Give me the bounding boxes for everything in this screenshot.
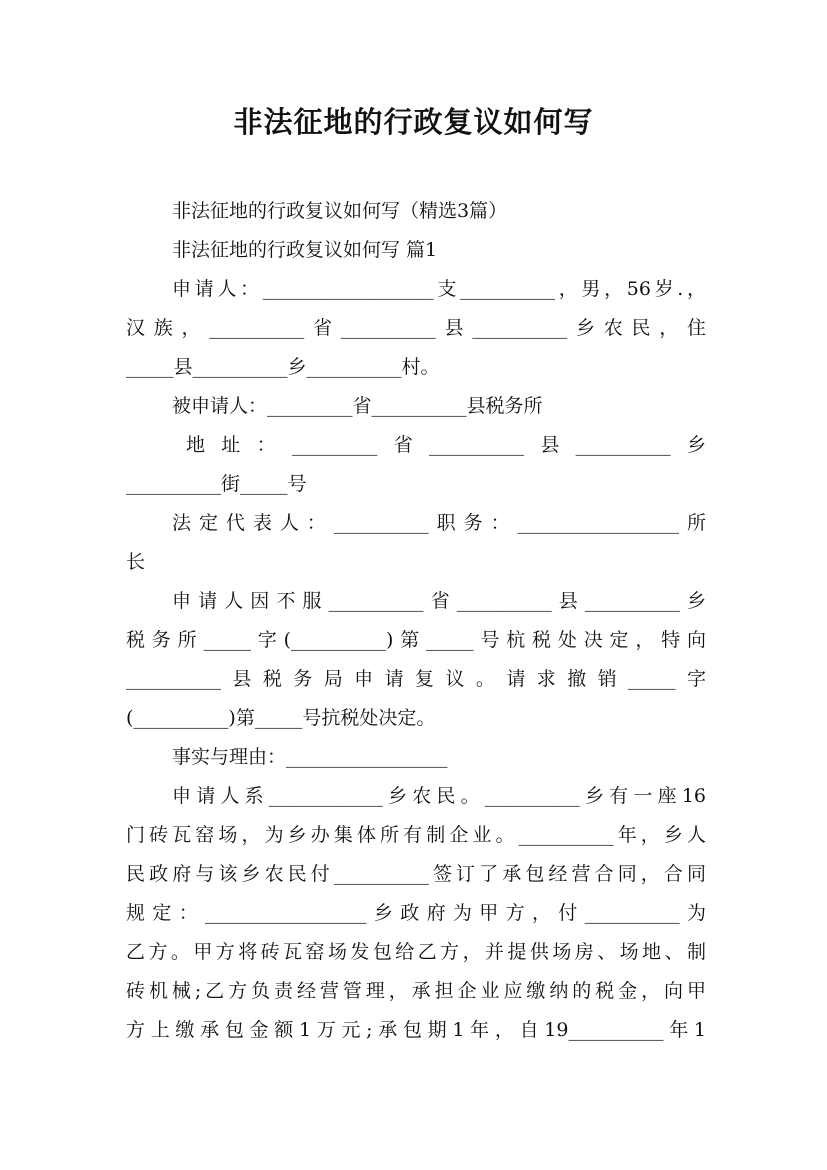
paragraph-line: 非法征地的行政复议如何写 篇1 bbox=[172, 239, 438, 261]
paragraph-line: 事实与理由：_________________ bbox=[172, 746, 448, 768]
paragraph-line: 乙方。甲方将砖瓦窑场发包给乙方，并提供场房、场地、制 bbox=[126, 941, 706, 963]
paragraph-line: 申请人因不服__________省__________县__________乡 bbox=[172, 590, 706, 612]
paragraph-line: 申请人：__________________支__________，男，56岁.， bbox=[172, 278, 706, 300]
paragraph-line: 门砖瓦窑场，为乡办集体所有制企业。__________年，乡人 bbox=[126, 824, 706, 846]
paragraph-line: 方上缴承包金额1万元;承包期1年，自19__________年1 bbox=[126, 1019, 706, 1041]
paragraph-line: (__________)第_____号抗税处决定。 bbox=[126, 707, 436, 729]
paragraph-line: 税务所_____字(__________)第_____号杭税处决定，特向 bbox=[126, 629, 706, 651]
paragraph-line: 地址：_________省__________县__________乡 bbox=[186, 434, 706, 456]
paragraph-line: 砖机械;乙方负责经营管理，承担企业应缴纳的税金，向甲 bbox=[126, 980, 706, 1002]
paragraph-line: __________县税务局申请复议。请求撤销_____字 bbox=[126, 668, 706, 690]
paragraph-line: _____县__________乡__________村。 bbox=[126, 356, 440, 378]
paragraph-line: 民政府与该乡农民付__________签订了承包经营合同，合同 bbox=[126, 863, 706, 885]
paragraph-line: 法定代表人：__________职务：_________________所 bbox=[172, 512, 706, 534]
paragraph-line: 规定：_________________乡政府为甲方，付__________为 bbox=[126, 902, 706, 924]
paragraph-line: 汉族，__________省__________县__________乡农民，住 bbox=[126, 317, 706, 339]
document-title: 非法征地的行政复议如何写 bbox=[233, 105, 594, 139]
paragraph-line: 非法征地的行政复议如何写（精选3篇） bbox=[172, 200, 508, 222]
paragraph-line: 长 bbox=[126, 551, 146, 573]
paragraph-line: 申请人系____________乡农民。__________乡有一座16 bbox=[172, 785, 706, 807]
paragraph-line: __________街_____号 bbox=[126, 473, 307, 495]
paragraph-line: 被申请人：_________省__________县税务所 bbox=[172, 395, 543, 417]
